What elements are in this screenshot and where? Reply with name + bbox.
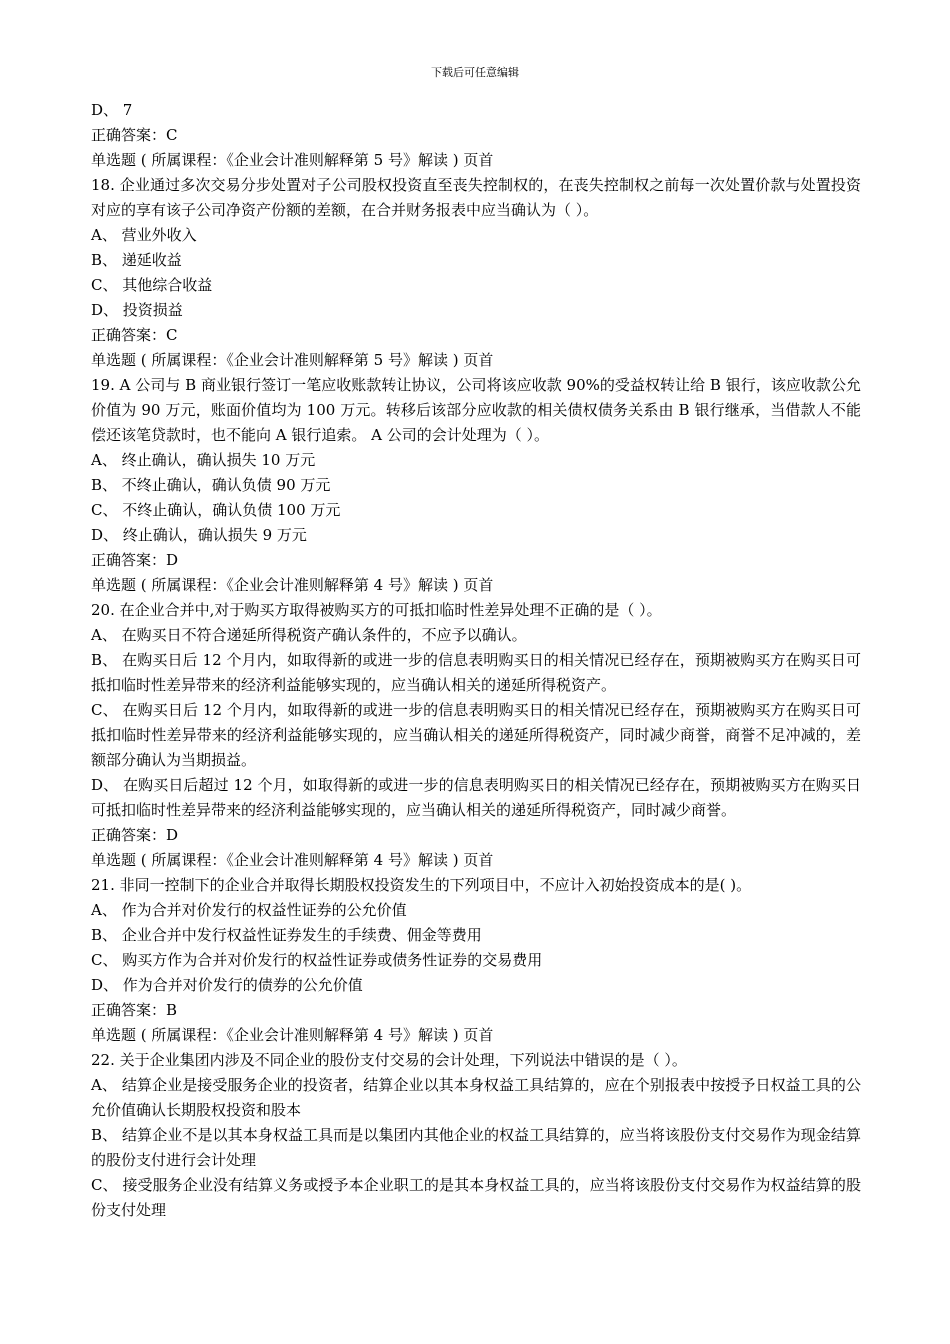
option-line: A、 在购买日不符合递延所得税资产确认条件的，不应予以确认。 bbox=[91, 626, 527, 644]
option-line: D、 作为合并对价发行的债券的公允价值 bbox=[91, 976, 363, 994]
page-header: 下载后可任意编辑 bbox=[431, 66, 519, 79]
question-18: 18. 企业通过多次交易分步处置对子公司股权投资直至丧失控制权的，在丧失控制权之前每一次处置价款与处置投资对应的享有该子公司净资产份额的差额，在合并财务报表中应当确认为（ ）。 bbox=[91, 176, 861, 219]
option-line: A、 作为合并对价发行的权益性证券的公允价值 bbox=[91, 901, 407, 919]
question-20: 20. 在企业合并中,对于购买方取得被购买方的可抵扣临时性差异处理不正确的是（ ）。 bbox=[91, 601, 662, 619]
answer-line: 正确答案：D bbox=[91, 826, 179, 844]
course-line: 单选题 ( 所属课程：《企业会计准则解释第 4 号》解读 ) 页首 bbox=[91, 1026, 494, 1044]
option-line: D、 投资损益 bbox=[91, 301, 183, 319]
answer-line: 正确答案：B bbox=[91, 1001, 178, 1019]
option-line: D、 终止确认，确认损失 9 万元 bbox=[91, 526, 307, 544]
option-line: C、 接受服务企业没有结算义务或授予本企业职工的是其本身权益工具的，应当将该股份支付交易作为权益结算的股份支付处理 bbox=[91, 1176, 861, 1219]
option-line: C、 购买方作为合并对价发行的权益性证券或债务性证券的交易费用 bbox=[91, 951, 543, 969]
course-line: 单选题 ( 所属课程：《企业会计准则解释第 5 号》解读 ) 页首 bbox=[91, 351, 494, 369]
option-line: D、 7 bbox=[91, 101, 133, 119]
question-22: 22. 关于企业集团内涉及不同企业的股份支付交易的会计处理，下列说法中错误的是（ ）。 bbox=[91, 1051, 687, 1069]
option-line: C、 其他综合收益 bbox=[91, 276, 213, 294]
option-line: B、 在购买日后 12 个月内，如取得新的或进一步的信息表明购买日的相关情况已经存在，预期被购买方在购买日可抵扣临时性差异带来的经济利益能够实现的，应当确认相关的递延所得税资产。 bbox=[91, 651, 861, 694]
option-line: B、 企业合并中发行权益性证券发生的手续费、佣金等费用 bbox=[91, 926, 482, 944]
question-19: 19. A 公司与 B 商业银行签订一笔应收账款转让协议，公司将该应收款 90%的受益权转让给 B 银行，该应收款公允价值为 90 万元，账面价值均为 100 万元。转移后该部分应收款的相关债权债务关系由 B 银行继承，当借款人不能偿还该笔贷款时，也不能向 A 银行追索。 A 公司的会计处理为（ ）。 bbox=[91, 376, 861, 444]
option-line: C、 不终止确认，确认负债 100 万元 bbox=[91, 501, 341, 519]
course-line: 单选题 ( 所属课程：《企业会计准则解释第 4 号》解读 ) 页首 bbox=[91, 576, 494, 594]
option-line: A、 营业外收入 bbox=[91, 226, 197, 244]
option-line: B、 递延收益 bbox=[91, 251, 182, 269]
course-line: 单选题 ( 所属课程：《企业会计准则解释第 4 号》解读 ) 页首 bbox=[91, 851, 494, 869]
option-line: B、 结算企业不是以其本身权益工具而是以集团内其他企业的权益工具结算的，应当将该股份支付交易作为现金结算的股份支付进行会计处理 bbox=[91, 1126, 861, 1169]
document-body bbox=[91, 98, 861, 1223]
course-line: 单选题 ( 所属课程：《企业会计准则解释第 5 号》解读 ) 页首 bbox=[91, 151, 494, 169]
option-line: A、 终止确认，确认损失 10 万元 bbox=[91, 451, 316, 469]
answer-line: 正确答案：C bbox=[91, 126, 178, 144]
option-line: B、 不终止确认，确认负债 90 万元 bbox=[91, 476, 331, 494]
option-line: A、 结算企业是接受服务企业的投资者，结算企业以其本身权益工具结算的，应在个别报表中按授予日权益工具的公允价值确认长期股权投资和股本 bbox=[91, 1076, 861, 1119]
answer-line: 正确答案：C bbox=[91, 326, 178, 344]
option-line: D、 在购买日后超过 12 个月，如取得新的或进一步的信息表明购买日的相关情况已经存在，预期被购买方在购买日可抵扣临时性差异带来的经济利益能够实现的，应当确认相关的递延所得税资产，同时减少商誉。 bbox=[91, 776, 861, 819]
answer-line: 正确答案：D bbox=[91, 551, 179, 569]
question-21: 21. 非同一控制下的企业合并取得长期股权投资发生的下列项目中，不应计入初始投资成本的是( )。 bbox=[91, 876, 752, 894]
option-line: C、 在购买日后 12 个月内，如取得新的或进一步的信息表明购买日的相关情况已经存在，预期被购买方在购买日可抵扣临时性差异带来的经济利益能够实现的，应当确认相关的递延所得税资产，同时减少商誉，商誉不足冲减的，差额部分确认为当期损益。 bbox=[91, 701, 861, 769]
